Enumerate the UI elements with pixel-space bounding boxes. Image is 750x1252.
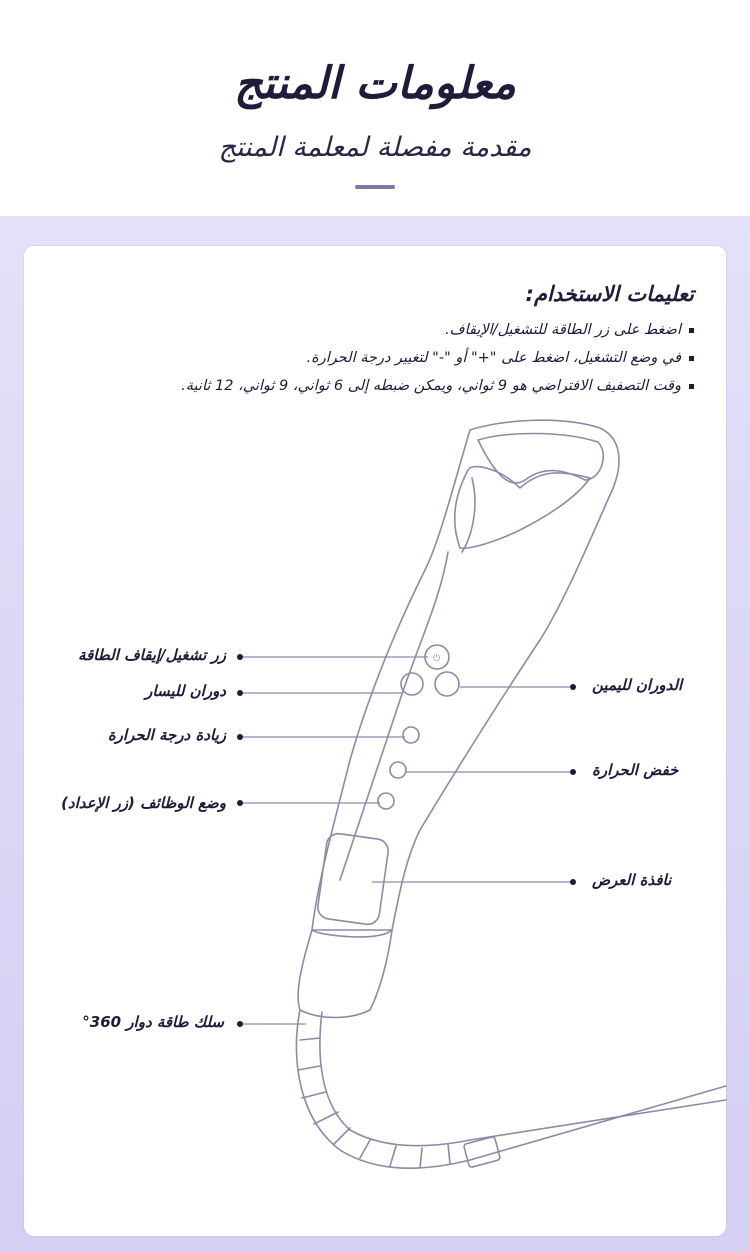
rotate-right-button-icon xyxy=(435,672,459,696)
power-symbol-icon: ⏻ xyxy=(433,654,441,664)
page-subtitle: مقدمة مفصلة لمعلمة المنتج xyxy=(218,132,532,163)
power-cord xyxy=(296,1010,726,1168)
instruction-item: في وضع التشغيل، اضغط على "+" أو "-" لتغيير درجة الحرارة. xyxy=(54,344,694,372)
temp-down-button-icon xyxy=(390,762,406,778)
function-button-icon xyxy=(378,793,394,809)
instructions-title: تعليمات الاستخدام: xyxy=(525,282,694,306)
label-function-mode: وضع الوظائف (زر الإعداد) xyxy=(61,794,226,812)
label-temp-down: خفض الحرارة xyxy=(592,761,679,779)
label-display: نافذة العرض xyxy=(592,871,672,889)
label-rotate-right: الدوران لليمين xyxy=(592,676,683,694)
display-window-outline xyxy=(316,832,389,926)
temp-up-button-icon xyxy=(403,727,419,743)
label-rotate-left: دوران لليسار xyxy=(145,682,226,700)
label-temp-up: زيادة درجة الحرارة xyxy=(107,726,226,744)
rotate-left-button-icon xyxy=(401,673,423,695)
instruction-item: وقت التصفيف الافتراضي هو 9 ثواني، ويمكن ضبطه إلى 6 ثواني، 9 ثواني، 12 ثانية. xyxy=(54,372,694,400)
page-title: معلومات المنتج xyxy=(234,58,516,109)
label-power: زر تشغيل/إيقاف الطاقة xyxy=(78,646,226,664)
label-cord: سلك طاقة دوار 360° xyxy=(82,1013,224,1031)
instruction-item: اضغط على زر الطاقة للتشغيل/الإيقاف. xyxy=(54,316,694,344)
